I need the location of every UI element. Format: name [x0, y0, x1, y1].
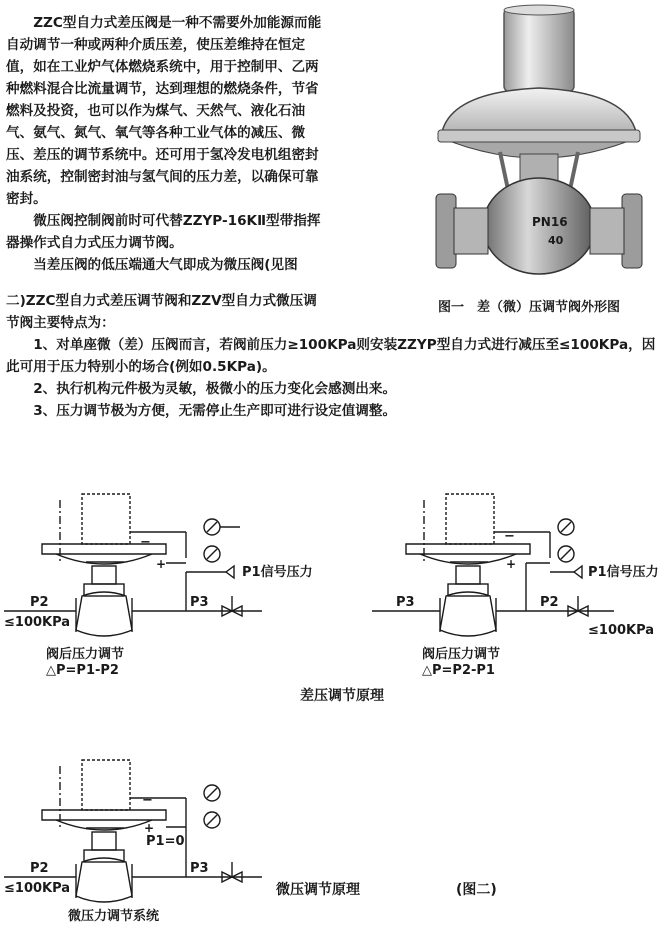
diagram-caption-differential: 差压调节原理	[300, 688, 384, 704]
figure-two-label: (图二)	[456, 882, 497, 898]
intro-paragraph-2: 微压阀控制阀前时可代替ZZYP-16KⅡ型带指挥器操作式自力式压力调节阀。	[6, 213, 321, 251]
right-signal-label: P1信号压力	[588, 565, 659, 580]
intro-paragraph-3-line-3: 节阀主要特点为：	[6, 315, 115, 331]
micro-p2-label: P2	[30, 861, 49, 876]
intro-paragraph-1: ZZC型自力式差压阀是一种不需要外加能源而能自动调节一种或两种介质压差，使压差维持在恒定值，如在工业炉气体燃烧系统中，用于控制甲、乙两种燃料混合比流量调节，达到理想的燃烧条件，节省燃料及投资，也可以作为煤气、天然气、液化石油气、氨气、氮气、氧气等各种工业气体的减压、微压、差压的调节系统中。还可用于氢冷发电机组密封油系统，控制密封油与氢气间的压力差，以确保可靠密封。	[6, 15, 322, 207]
right-limit-label: ≤100KPa	[588, 623, 655, 638]
diagram-right	[372, 494, 614, 636]
feature-item-1: 1、对单座微（差）压阀而言，若阀前压力≥100KPa则安装ZZYP型自力式进行减压至≤100KPa，因此可用于压力特别小的场合(例如0.5KPa)。	[6, 337, 656, 375]
left-p2-label: P2	[30, 595, 49, 610]
micro-title-label: 微压力调节系统	[68, 909, 160, 924]
right-formula-label: △P=P2-P1	[422, 663, 495, 678]
micro-p1-zero-label: P1=0	[146, 834, 185, 849]
left-minus-label: −	[140, 535, 151, 550]
micro-minus-label: −	[142, 793, 153, 808]
features-list	[6, 334, 666, 422]
right-title-label: 阀后压力调节	[422, 647, 501, 662]
body-mark-dn: 40	[548, 234, 564, 247]
left-plus-label: +	[156, 557, 167, 571]
left-limit-label: ≤100KPa	[4, 615, 71, 630]
micro-p3-label: P3	[190, 861, 209, 876]
feature-item-2: 2、执行机构元件极为灵敏，极微小的压力变化会感测出来。	[33, 381, 397, 397]
left-p3-label: P3	[190, 595, 209, 610]
intro-paragraph-3-line-1: 当差压阀的低压端通大气即成为微压阀(见图	[33, 257, 298, 273]
valve-photo	[392, 4, 662, 286]
left-flange-shape	[436, 194, 456, 268]
right-plus-label: +	[506, 557, 517, 571]
left-signal-label: P1信号压力	[242, 565, 313, 580]
feature-item-3: 3、压力调节极为方便，无需停止生产即可进行设定值调整。	[33, 403, 397, 419]
intro-continuation	[6, 290, 426, 334]
principle-diagrams	[0, 470, 670, 928]
intro-paragraph-3-line-2: 二)ZZC型自力式差压调节阀和ZZV型自力式微压调	[6, 293, 317, 309]
spring-housing-shape	[504, 8, 574, 92]
left-title-label: 阀后压力调节	[46, 647, 125, 662]
micro-plus-label: +	[144, 821, 155, 835]
right-minus-label: −	[504, 529, 515, 544]
left-formula-label: △P=P1-P2	[46, 663, 119, 678]
micro-limit-label: ≤100KPa	[4, 881, 71, 896]
diaphragm-dome-shape	[442, 88, 636, 132]
right-flange-shape	[622, 194, 642, 268]
photo-caption: 图一 差（微）压调节阀外形图	[438, 300, 621, 315]
flange-ring-shape	[438, 130, 640, 142]
right-p2-label: P2	[540, 595, 559, 610]
right-p3-label: P3	[396, 595, 415, 610]
intro-text	[6, 12, 332, 276]
body-mark-pn: PN16	[532, 215, 568, 229]
diagram-caption-micro: 微压调节原理	[276, 882, 360, 898]
